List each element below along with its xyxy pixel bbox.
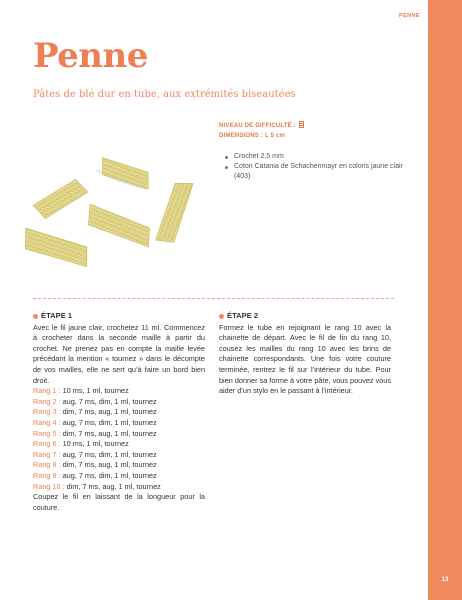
dimensions-label: DIMENSIONS : [219, 132, 264, 139]
step-2-heading [219, 311, 391, 322]
step-1-heading [33, 311, 205, 322]
step-2-text: Formez le tube en rejoignant le rang 10 avec la chainette de départ. Avec le fil de fin du rang 10, cousez les mailles du rang 10 avec les brins de chainette correspondants. Une fois votre couture terminée, rentrez le fil sur l’intérieur du tube. Pour bien donner sa forme à votre pâte, vous pouvez vous aider d’un stylo en le passant à l’intérieur. [219, 322, 391, 396]
row-text: dim, 7 ms, aug, 1 ml, tournez [60, 428, 157, 438]
row-text: aug, 7 ms, dim, 1 ml, tournez [60, 449, 157, 459]
row-label: Rang 10 : [33, 481, 65, 491]
page-edge-color-band [428, 0, 462, 600]
row-text: aug, 7 ms, dim, 1 ml, tournez [60, 417, 157, 427]
list-item: Coton Catania de Schachenmayr en coloris jaune clair (403) [225, 162, 410, 182]
dimensions-row [219, 132, 304, 142]
row-label: Rang 8 : [33, 460, 61, 470]
materials-list [225, 152, 410, 182]
page-title: Penne [33, 36, 148, 76]
list-item [33, 397, 205, 408]
list-item [33, 482, 205, 493]
row-label: Rang 3 : [33, 407, 61, 417]
row-text: aug, 7 ms, dim, 1 ml, tournez [60, 396, 157, 406]
row-label: Rang 5 : [33, 428, 61, 438]
bullet-dot-icon [219, 314, 224, 319]
list-item [33, 407, 205, 418]
step-2-title: ÉTAPE 2 [227, 311, 259, 320]
list-item [33, 460, 205, 471]
row-label: Rang 2 : [33, 396, 61, 406]
list-item [33, 450, 205, 461]
row-label: Rang 9 : [33, 470, 61, 480]
list-item: Crochet 2,5 mm [225, 152, 410, 162]
row-label: Rang 6 : [33, 439, 61, 449]
step-1-column [33, 311, 205, 513]
row-label: Rang 4 : [33, 417, 61, 427]
penne-crochet-photo [0, 118, 206, 286]
step-1-title: ÉTAPE 1 [41, 311, 73, 320]
difficulty-level-icon [299, 121, 304, 128]
row-text: aug, 7 ms, dim, 1 ml, tournez [60, 470, 157, 480]
row-text: dim, 7 ms, aug, 1 ml, tournez [60, 407, 157, 417]
step-2-column [219, 311, 391, 397]
pattern-meta [219, 121, 304, 141]
section-divider [33, 298, 394, 299]
difficulty-row [219, 121, 304, 132]
dimensions-value: L 5 cm [264, 132, 286, 139]
list-item [33, 386, 205, 397]
difficulty-label: NIVEAU DE DIFFICULTÉ : [219, 123, 296, 129]
row-instructions [33, 386, 205, 492]
step-1-outro: Coupez le fil en laissant de la longueur pour la couture. [33, 492, 205, 512]
running-head: PENNE [399, 13, 420, 19]
page-subtitle: Pâtes de blé dur en tube, aux extrémités biseautées [33, 89, 296, 100]
row-text: dim, 7 ms, aug, 1 ml, tournez [60, 460, 157, 470]
row-label: Rang 7 : [33, 449, 61, 459]
list-item [33, 429, 205, 440]
bullet-dot-icon [33, 314, 38, 319]
list-item [33, 418, 205, 429]
list-item [33, 439, 205, 450]
row-text: 10 ms, 1 ml, tournez [60, 386, 129, 396]
row-text: dim, 7 ms, aug, 1 ml, tournez [64, 481, 161, 491]
row-label: Rang 1 : [33, 386, 61, 396]
list-item [33, 471, 205, 482]
page-number: 13 [441, 577, 449, 583]
step-1-intro: Avec le fil jaune clair, crochetez 11 ml. Commencez à crocheter dans la seconde maille à partir du crochet. Ne prenez pas en compte la maille levée précédant la mention « tournez » dans le décompte de vos mailles, elle ne sert qu’à faire un bord bien droit. [33, 322, 205, 385]
row-text: 10 ms, 1 ml, tournez [60, 439, 129, 449]
